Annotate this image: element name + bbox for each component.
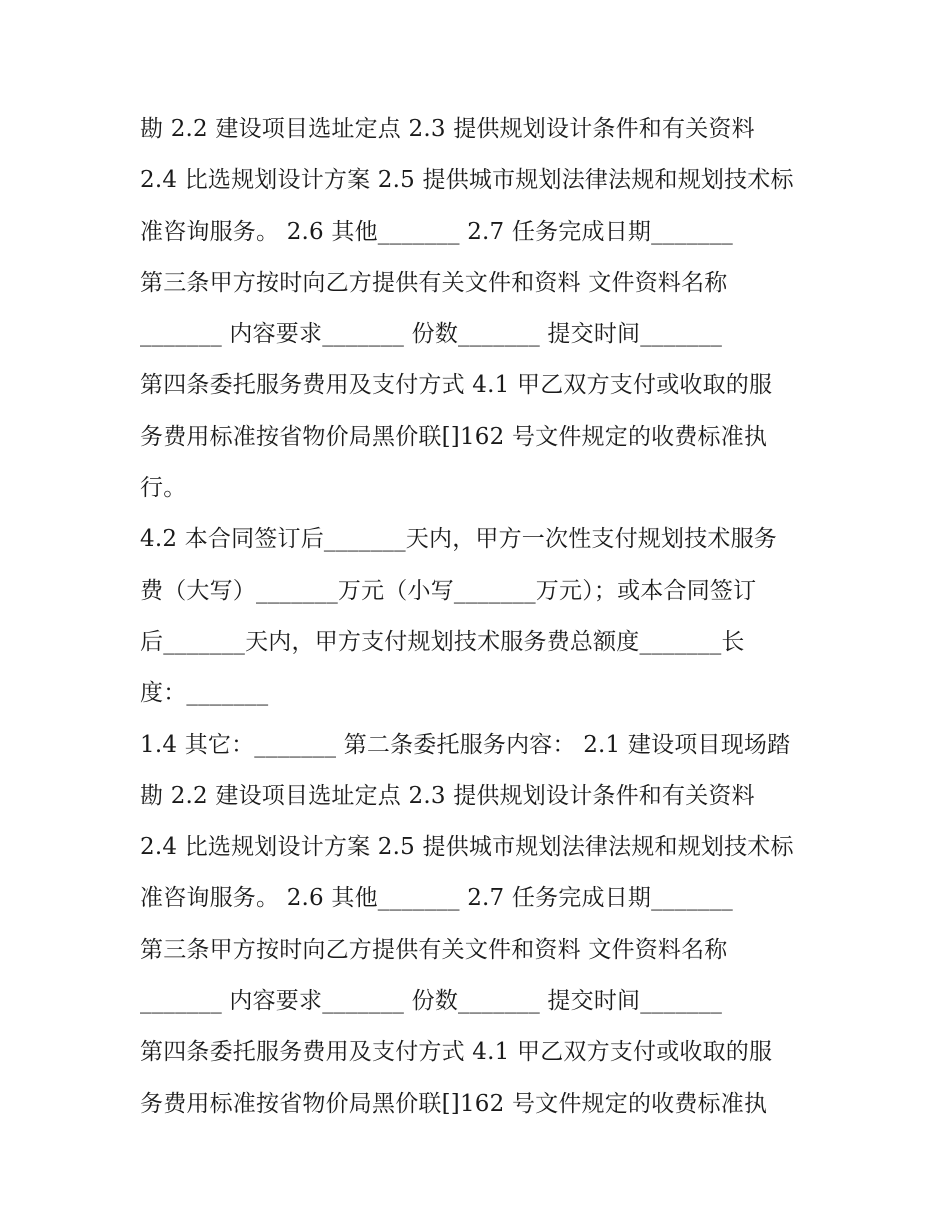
text-line: 4.2 本合同签订后_______天内，甲方一次性支付规划技术服务: [140, 526, 777, 553]
text-line: 第四条委托服务费用及支付方式 4.1 甲乙双方支付或收取的服: [140, 372, 773, 399]
text-line: 第四条委托服务费用及支付方式 4.1 甲乙双方支付或收取的服: [140, 1039, 773, 1066]
text-line: 2.4 比选规划设计方案 2.5 提供城市规划法律法规和规划技术标: [140, 167, 794, 194]
text-line: _______ 内容要求_______ 份数_______ 提交时间_______: [140, 988, 723, 1015]
text-line: 后_______天内，甲方支付规划技术服务费总额度_______长: [140, 628, 745, 655]
text-line: _______ 内容要求_______ 份数_______ 提交时间_______: [140, 321, 723, 348]
text-line: 第三条甲方按时向乙方提供有关文件和资料 文件资料名称: [140, 936, 728, 963]
text-line: 第三条甲方按时向乙方提供有关文件和资料 文件资料名称: [140, 269, 728, 296]
text-line: 度：_______: [140, 680, 269, 707]
text-line: 1.4 其它：_______ 第二条委托服务内容： 2.1 建设项目现场踏: [140, 731, 791, 758]
text-line: 费（大写）_______万元（小写_______万元）；或本合同签订: [140, 577, 757, 604]
document-body: [140, 104, 830, 1130]
text-line: 务费用标准按省物价局黑价联[]162 号文件规定的收费标准执: [140, 1090, 768, 1117]
text-line: 勘 2.2 建设项目选址定点 2.3 提供规划设计条件和有关资料: [140, 116, 755, 142]
text-line: 务费用标准按省物价局黑价联[]162 号文件规定的收费标准执: [140, 423, 768, 450]
text-line: 准咨询服务。 2.6 其他_______ 2.7 任务完成日期_______: [140, 218, 733, 245]
text-line: 准咨询服务。 2.6 其他_______ 2.7 任务完成日期_______: [140, 885, 733, 912]
text-line: 2.4 比选规划设计方案 2.5 提供城市规划法律法规和规划技术标: [140, 834, 794, 861]
text-line: 勘 2.2 建设项目选址定点 2.3 提供规划设计条件和有关资料: [140, 782, 755, 809]
text-line: 行。: [140, 475, 187, 502]
